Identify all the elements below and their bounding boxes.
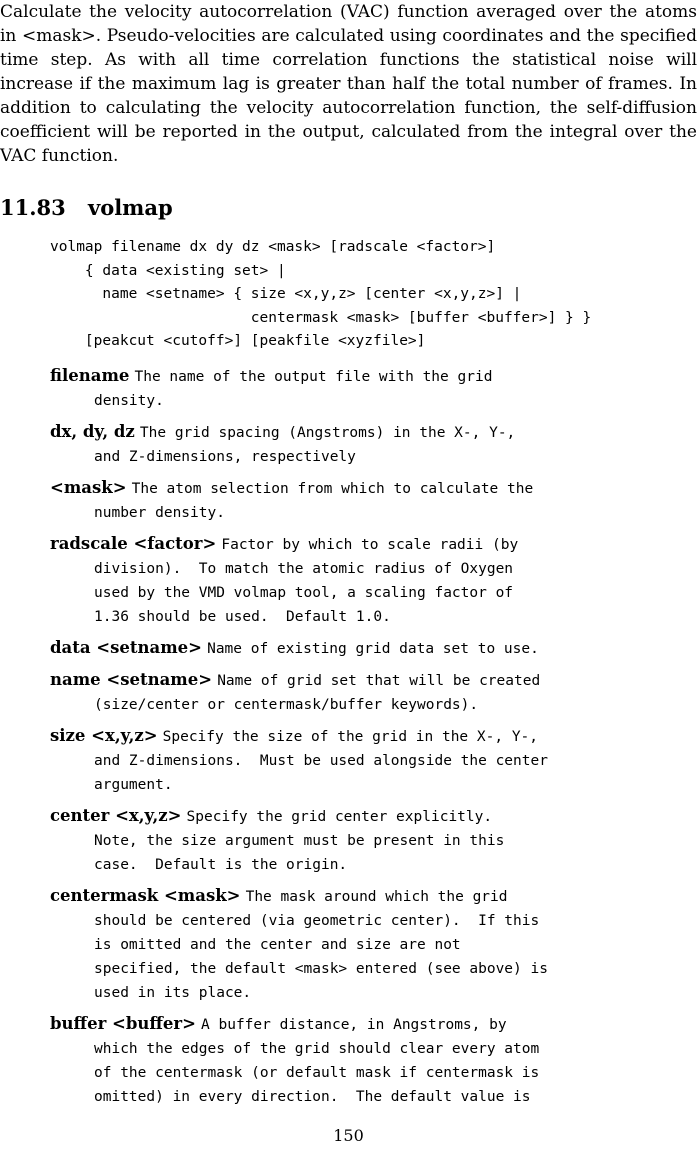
option-description: A buffer distance, in Angstroms, by [201,1017,507,1033]
option-description: The atom selection from which to calculate the [131,481,534,497]
option-description: Specify the size of the grid in the X-, Y-, [162,729,539,745]
option-description-line: which the edges of the grid should clear every atom [94,1041,540,1057]
option-description: The mask around which the grid [245,889,508,905]
page-number: 150 [333,1126,364,1145]
option-description-line: number density. [94,505,225,521]
section-heading [0,194,697,222]
option-description: Specify the grid center explicitly. [186,809,493,825]
option-description-line: used in its place. [94,985,252,1001]
option-description-line: should be centered (via geometric center). If this [94,913,540,929]
section-title: volmap [88,195,173,220]
option-term: center <x,y,z> [50,806,182,825]
option-description-line: is omitted and the center and size are not [94,937,461,953]
option-item [50,804,690,877]
option-description-line: specified, the default <mask> entered (see above) is [94,961,548,977]
option-item [50,364,690,413]
option-description-line: division). To match the atomic radius of Oxygen [94,561,514,577]
option-term: data <setname> [50,638,202,657]
command-syntax [50,236,697,354]
syntax-line: { data <existing set> | [50,262,286,279]
option-list [50,364,690,1116]
option-description-line: omitted) in every direction. The default value is [94,1089,531,1105]
option-description-line: argument. [94,777,173,793]
option-description-line: used by the VMD volmap tool, a scaling factor of [94,585,514,601]
option-description-line: and Z-dimensions. Must be used alongside the center [94,753,548,769]
option-term: filename [50,366,130,385]
option-description-line: 1.36 should be used. Default 1.0. [94,609,391,625]
syntax-line: centermask <mask> [buffer <buffer>] } } [50,309,592,326]
option-item [50,724,690,797]
option-term: <mask> [50,478,127,497]
intro-text: Calculate the velocity autocorrelation (VAC) function averaged over the atoms in <mask>. Pseudo-velocities are calculated using coordinates and the specified time step. As with all time correlation functions the statistical noise will increase if the maximum lag is greater than half the total number of frames. In addition to calculating the velocity autocorrelation function, the self-diffusion coefficient will be reported in the output, calculated from the integral over the VAC function. [0,2,697,166]
option-description-line: Note, the size argument must be present in this [94,833,505,849]
option-item [50,532,690,629]
option-term: name <setname> [50,670,213,689]
option-item [50,884,690,1005]
option-description-line: of the centermask (or default mask if centermask is [94,1065,540,1081]
option-item [50,476,690,525]
option-description: Name of existing grid data set to use. [207,641,539,657]
option-term: radscale <factor> [50,534,217,553]
option-description: The name of the output file with the grid [134,369,493,385]
option-description-line: density. [94,393,164,409]
option-description: Name of grid set that will be created [217,673,541,689]
option-item [50,636,690,661]
syntax-line: name <setname> { size <x,y,z> [center <x,y,z>] | [50,286,522,302]
section-number: 11.83 [0,195,66,220]
option-description-line: and Z-dimensions, respectively [94,449,356,465]
intro-paragraph [0,0,697,168]
option-description-line: (size/center or centermask/buffer keywords). [94,697,479,713]
option-item [50,668,690,717]
option-description: The grid spacing (Angstroms) in the X-, Y-, [139,425,516,441]
option-term: size <x,y,z> [50,726,158,745]
syntax-line: [peakcut <cutoff>] [peakfile <xyzfile>] [50,333,426,349]
option-term: centermask <mask> [50,886,241,905]
option-term: buffer <buffer> [50,1014,196,1033]
option-item [50,420,690,469]
option-description-line: case. Default is the origin. [94,857,348,873]
option-item [50,1012,690,1109]
syntax-line: volmap filename dx dy dz <mask> [radscale <factor>] [50,239,496,255]
option-description: Factor by which to scale radii (by [221,537,519,553]
option-term: dx, dy, dz [50,422,135,441]
